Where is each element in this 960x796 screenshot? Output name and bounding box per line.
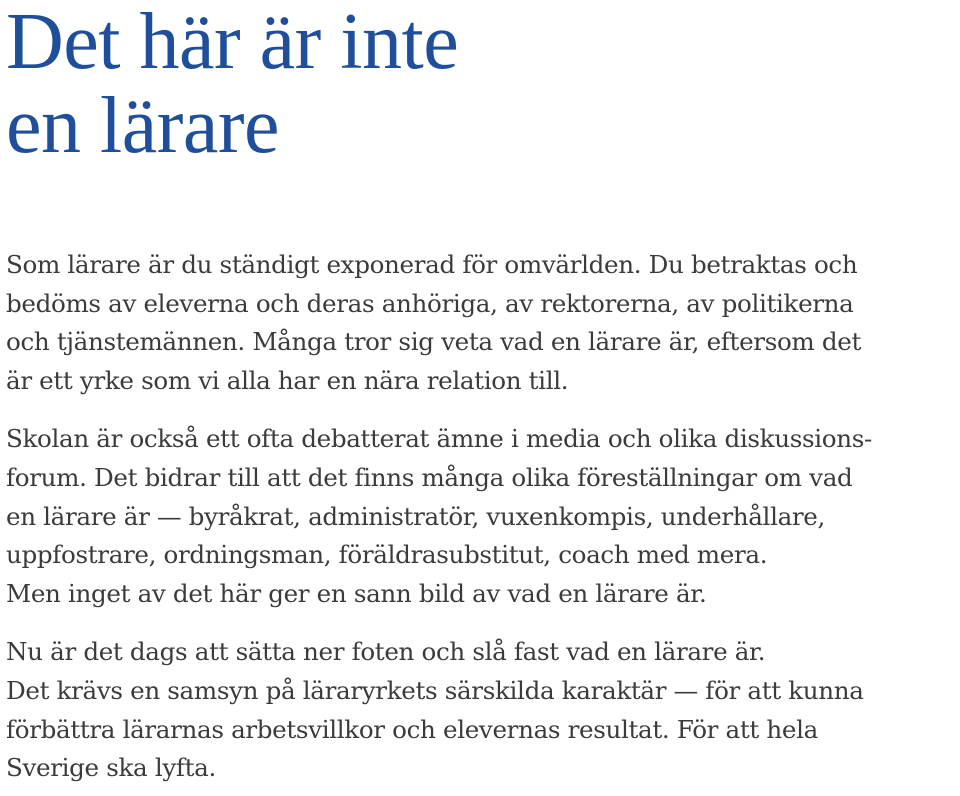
text-line: en lärare är — byråkrat, administratör, vuxenkompis, underhållare,	[6, 501, 825, 531]
text-line: och tjänstemännen. Många tror sig veta vad en lärare är, eftersom det	[6, 327, 861, 357]
paragraph-2	[6, 420, 956, 613]
paragraph-3	[6, 633, 956, 787]
text-line: Sverige ska lyfta.	[6, 753, 216, 783]
text-line: Som lärare är du ständigt exponerad för omvärlden. Du betraktas och	[6, 250, 858, 279]
title-line-1: Det här är inte	[6, 0, 459, 86]
text-line: Det krävs en samsyn på läraryrkets särskilda karaktär — för att kunna	[6, 675, 864, 705]
text-line: uppfostrare, ordningsman, föräldrasubstitut, coach med mera.	[6, 540, 768, 570]
title-line-2: en lärare	[6, 82, 280, 170]
body-text	[6, 246, 956, 788]
text-line: Skolan är också ett ofta debatterat ämne i media och olika diskussions-	[6, 424, 872, 454]
text-line: är ett yrke som vi alla har en nära relation till.	[6, 365, 569, 395]
text-line: forum. Det bidrar till att det finns många olika föreställningar om vad	[6, 462, 853, 492]
document-page	[6, 0, 956, 788]
paragraph-1	[6, 246, 956, 400]
text-line: Men inget av det här ger en sann bild av vad en lärare är.	[6, 578, 707, 608]
text-line: förbättra lärarnas arbetsvillkor och elevernas resultat. För att hela	[6, 714, 818, 744]
page-title	[6, 0, 956, 168]
text-line: Nu är det dags att sätta ner foten och slå fast vad en lärare är.	[6, 637, 766, 667]
text-line: bedöms av eleverna och deras anhöriga, av rektorerna, av politikerna	[6, 288, 854, 318]
